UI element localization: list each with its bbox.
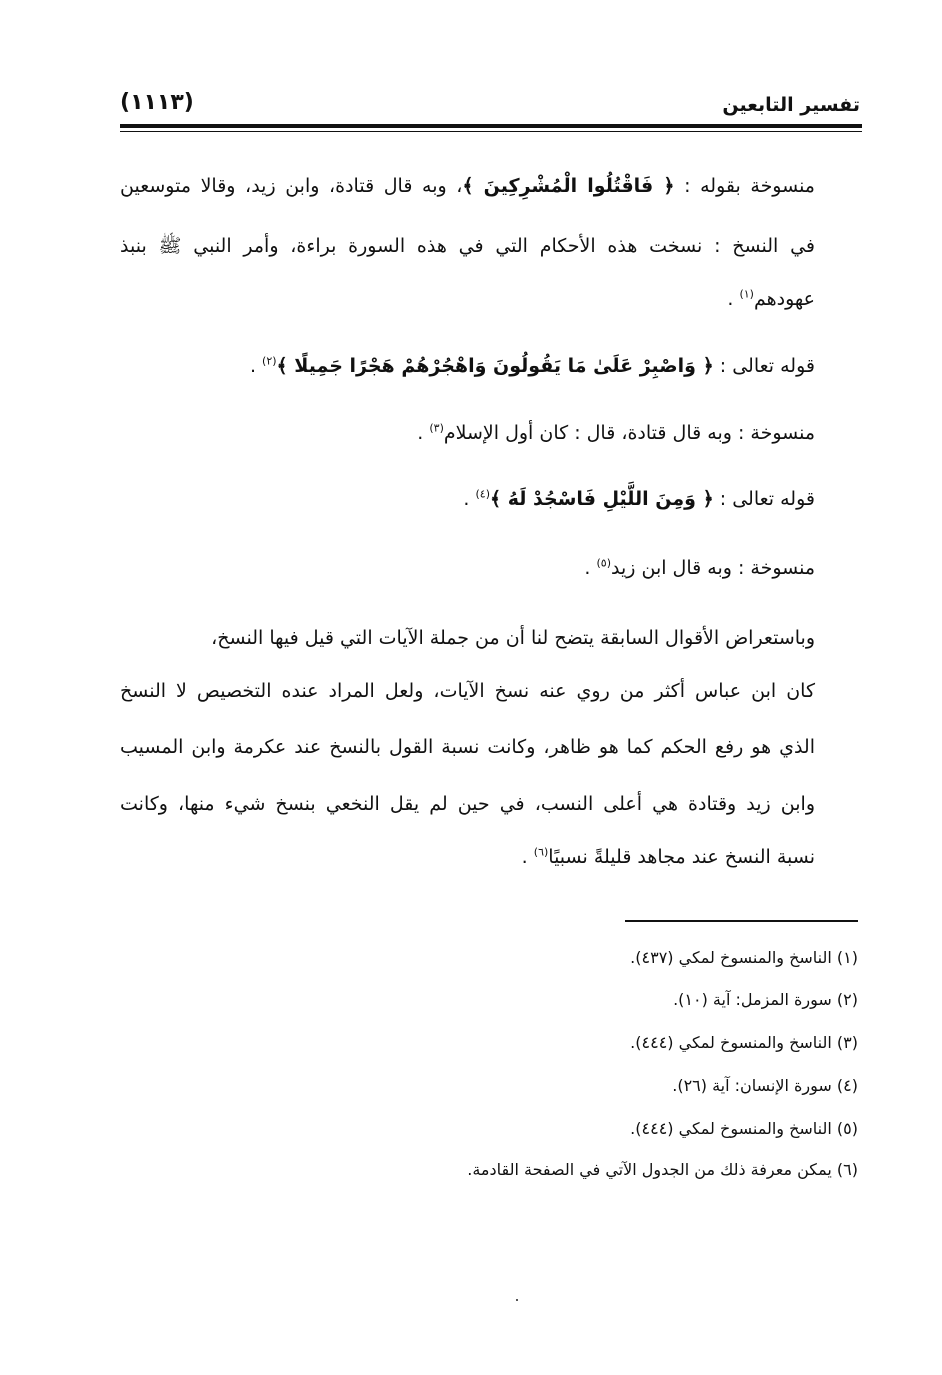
paragraph-line-2: كان ابن عباس أكثر من روي عنه نسخ الآيات، ولعل المراد عنده التخصيص لا النسخ (120, 680, 815, 702)
paragraph-line-3: الذي هو رفع الحكم كما هو ظاهر، وكانت نسبة القول بالنسخ عند عكرمة وابن المسيب (120, 736, 815, 758)
quran-quote: ﴿ فَاقْتُلُوا الْمُشْرِكِينَ ﴾ (462, 175, 675, 197)
page-number: (١١١٣) (120, 90, 194, 115)
footnote-ref: (٤) (475, 487, 491, 501)
paragraph-line-5: نسبة النسخ عند مجاهد قليلةً نسبيًا$^{(٦)}$ . (521, 845, 815, 868)
text-line-7: منسوخة : وبه قال ابن زيد$^{(٥)}$ . (584, 556, 815, 579)
footnote-ref: (٣) (429, 421, 444, 435)
text-line-1: منسوخة بقوله : ﴿ فَاقْتُلُوا الْمُشْرِكِينَ ﴾، وبه قال قتادة، وابن زيد، وقالا متوسعين (120, 175, 815, 197)
text-line-5: منسوخة : وبه قال قتادة، قال : كان أول الإسلام$^{(٣)}$ . (417, 421, 815, 444)
footnote-5: (٥) الناسخ والمنسوخ لمكي (٤٤٤). (630, 1119, 858, 1138)
text-line-3: عهودهم$^{(١)}$ . (727, 287, 815, 310)
text-line-4: قوله تعالى : ﴿ وَاصْبِرْ عَلَىٰ مَا يَقُولُونَ وَاهْجُرْهُمْ هَجْرًا جَمِيلًا ﴾$^{(٢)}$ . (249, 354, 815, 377)
quran-quote: ﴿ وَاصْبِرْ عَلَىٰ مَا يَقُولُونَ وَاهْجُرْهُمْ هَجْرًا جَمِيلًا ﴾ (276, 355, 714, 377)
footnote-1: (١) الناسخ والمنسوخ لمكي (٤٣٧). (630, 948, 858, 967)
paragraph-line-1: وباستعراض الأقوال السابقة يتضح لنا أن من جملة الآيات التي قيل فيها النسخ، (211, 627, 815, 649)
header-rule-thin (120, 131, 862, 132)
footnote-ref: (٦) (533, 845, 549, 859)
footnote-6: (٦) يمكن معرفة ذلك من الجدول الآتي في الصفحة القادمة. (467, 1160, 858, 1179)
quran-quote: ﴿ وَمِنَ اللَّيْلِ فَاسْجُدْ لَهُ ﴾ (490, 488, 714, 510)
header-rule-thick (120, 124, 862, 128)
footnote-2: (٢) سورة المزمل: آية (١٠). (673, 990, 858, 1009)
text-line-6: قوله تعالى : ﴿ وَمِنَ اللَّيْلِ فَاسْجُدْ لَهُ ﴾$^{(٤)}$ . (463, 487, 815, 510)
running-title: تفسير التابعين (722, 94, 860, 116)
paragraph-line-4: وابن زيد وقتادة هي أعلى النسب، في حين لم يقل النخعي بنسخ شيء منها، وكانت (120, 793, 815, 815)
footnote-3: (٣) الناسخ والمنسوخ لمكي (٤٤٤). (630, 1033, 858, 1052)
scan-speck (516, 1299, 518, 1301)
footnote-4: (٤) سورة الإنسان: آية (٢٦). (672, 1076, 858, 1095)
footnote-separator (625, 920, 858, 922)
footnote-ref: (٥) (596, 556, 611, 570)
footnote-ref: (٢) (262, 354, 277, 368)
page-header (120, 88, 860, 118)
text-line-2: في النسخ : نسخت هذه الأحكام التي في هذه السورة براءة، وأمر النبي ﷺ بنبذ (120, 235, 815, 257)
footnote-ref: (١) (739, 287, 754, 301)
